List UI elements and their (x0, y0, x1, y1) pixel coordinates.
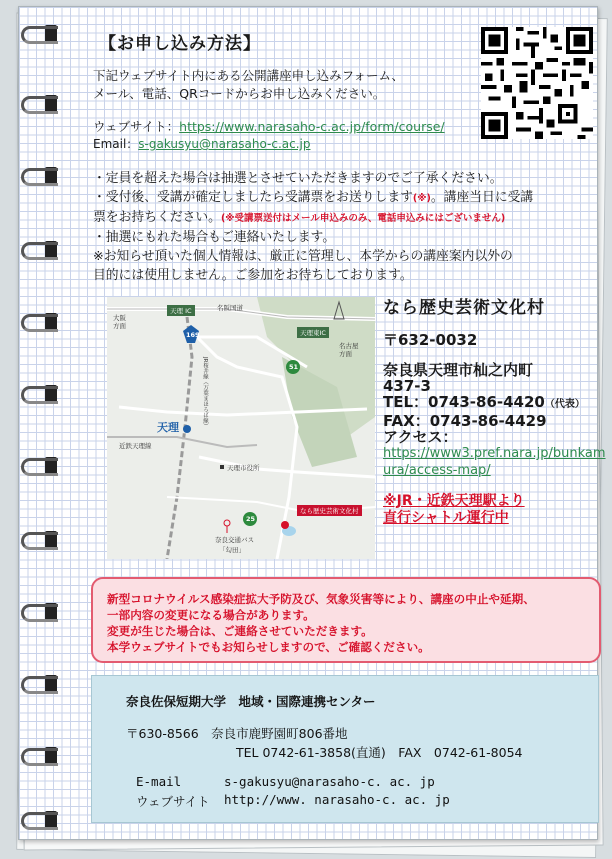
venue-fax: FAX：0743-86-4429 (383, 412, 547, 430)
map-kintetsu-line: 近鉄天理線 (119, 442, 152, 450)
intro-line: 下記ウェブサイト内にある公開講座申し込みフォーム、 (93, 68, 404, 83)
spiral-ring (19, 807, 63, 833)
contact-address: 〒630-8566 奈良市鹿野園町806番地 (126, 726, 348, 741)
spiral-ring (19, 237, 63, 263)
email-line (93, 135, 310, 152)
warning-line: 新型コロナウイルス感染症拡大予防及び、気象災害等により、講座の中止や延期、 (107, 592, 535, 606)
map-roads (107, 297, 375, 559)
note-text: 。講座当日に受講 (430, 190, 534, 205)
map-route-51: 51 (289, 363, 299, 371)
map-osaka-direction: 方面 (113, 322, 126, 330)
map-city-hall: 天理市役所 (227, 464, 260, 472)
contact-email-label: E-mail (136, 774, 182, 789)
qr-code[interactable] (481, 27, 593, 139)
note-line (93, 188, 593, 208)
application-intro (93, 67, 483, 103)
warning-line: 本学ウェブサイトでもお知らせしますので、ご確認ください。 (107, 640, 430, 654)
venue-postal: 〒632-0032 (383, 331, 478, 349)
note-line (93, 208, 593, 228)
access-map-link[interactable]: https://www3.pref.nara.jp/bunkamura/access-map/ (383, 446, 606, 478)
note-red-remark: (※受講票送付はメール申込みのみ、電話申込みにはございません) (220, 213, 506, 224)
contact-tel-fax: TEL 0742-61-3858(直通) FAX 0742-61-8054 (236, 745, 523, 760)
spiral-ring (19, 671, 63, 697)
map-tenrihigashi-ic: 天理東IC (297, 327, 329, 338)
email-link[interactable]: s-gakusyu@narasaho-c.ac.jp (138, 137, 311, 151)
map-bus: 奈良交通バス (215, 536, 254, 544)
spiral-ring (19, 453, 63, 479)
notebook-page (18, 6, 606, 840)
contact-web-label: ウェブサイト (136, 794, 210, 809)
spiral-ring (19, 163, 63, 189)
contact-web[interactable]: http://www. narasaho-c. ac. jp (224, 792, 450, 807)
notes-block (93, 169, 593, 285)
venue-name: なら歴史芸術文化村 (383, 298, 545, 318)
shuttle-line: 直行シャトル運行中 (383, 510, 509, 526)
shuttle-notice (383, 493, 612, 527)
venue-address: 奈良県天理市杣之内町 (383, 361, 534, 379)
application-heading: 【お申し込み方法】 (99, 34, 261, 54)
access-map[interactable] (107, 297, 375, 559)
venue-address-block (383, 362, 612, 445)
map-meihan: 名阪国道 (217, 304, 243, 312)
spiral-ring (19, 527, 63, 553)
map-tenri-ic: 天理 IC (167, 305, 195, 316)
warning-line: 一部内容の変更になる場合があります。 (107, 608, 315, 622)
note-line: 目的には使用しません。ご参加をお待ちしております。 (93, 268, 413, 283)
note-line: ・抽選にもれた場合もご連絡いたします。 (93, 230, 336, 245)
note-line: ※お知らせ頂いた個人情報は、厳正に管理し、本学からの講座案内以外の (93, 249, 513, 264)
note-text: ・受付後、受講が確定しましたら受講票をお送りします (93, 190, 413, 205)
website-line (93, 117, 445, 135)
note-text: 票をお持ちください。 (93, 210, 221, 225)
spiral-ring (19, 381, 63, 407)
map-osaka: 大阪 (113, 314, 126, 322)
venue-address-number: 437-3 (383, 377, 431, 395)
map-jr-line: JR桜井線（万葉まほろば線） (202, 357, 208, 429)
contact-box (91, 675, 599, 823)
spiral-ring (19, 743, 63, 769)
note-line: ・定員を超えた場合は抽選とさせていただきますのでご了承ください。 (93, 171, 503, 186)
warning-line: 変更が生じた場合は、ご連絡させていただきます。 (107, 624, 373, 638)
website-link[interactable]: https://www.narasaho-c.ac.jp/form/course/ (179, 119, 445, 134)
covid-warning-box (91, 577, 601, 663)
spiral-ring (19, 599, 63, 625)
map-nagoya: 名古屋 (339, 342, 359, 350)
map-venue-tag: なら歴史芸術文化村 (297, 505, 362, 516)
spiral-ring (19, 309, 63, 335)
spiral-ring (19, 91, 63, 117)
website-label: ウェブサイト： (93, 119, 180, 134)
shuttle-line: ※JR・近鉄天理駅より (383, 493, 525, 509)
email-label: Email： (93, 137, 139, 151)
map-bus-stop: 「勾田」 (219, 546, 245, 554)
venue-tel: TEL：0743-86-4420 (383, 393, 545, 411)
note-mark: (※) (412, 193, 431, 204)
contact-org: 奈良佐保短期大学 地域・国際連携センター (126, 694, 376, 709)
map-route-25: 25 (246, 515, 256, 523)
intro-line: メール、電話、QRコードからお申し込みください。 (93, 86, 386, 101)
venue-access-label: アクセス： (383, 428, 458, 446)
map-nagoya-direction: 方面 (339, 350, 352, 358)
venue-tel-note: （代表） (544, 399, 585, 410)
spiral-ring (19, 21, 63, 47)
venue-tel-line (383, 394, 612, 413)
map-route-169: 169 (186, 331, 200, 339)
contact-email[interactable]: s-gakusyu@narasaho-c. ac. jp (224, 774, 435, 789)
map-tenri-station: 天理 (157, 421, 179, 434)
